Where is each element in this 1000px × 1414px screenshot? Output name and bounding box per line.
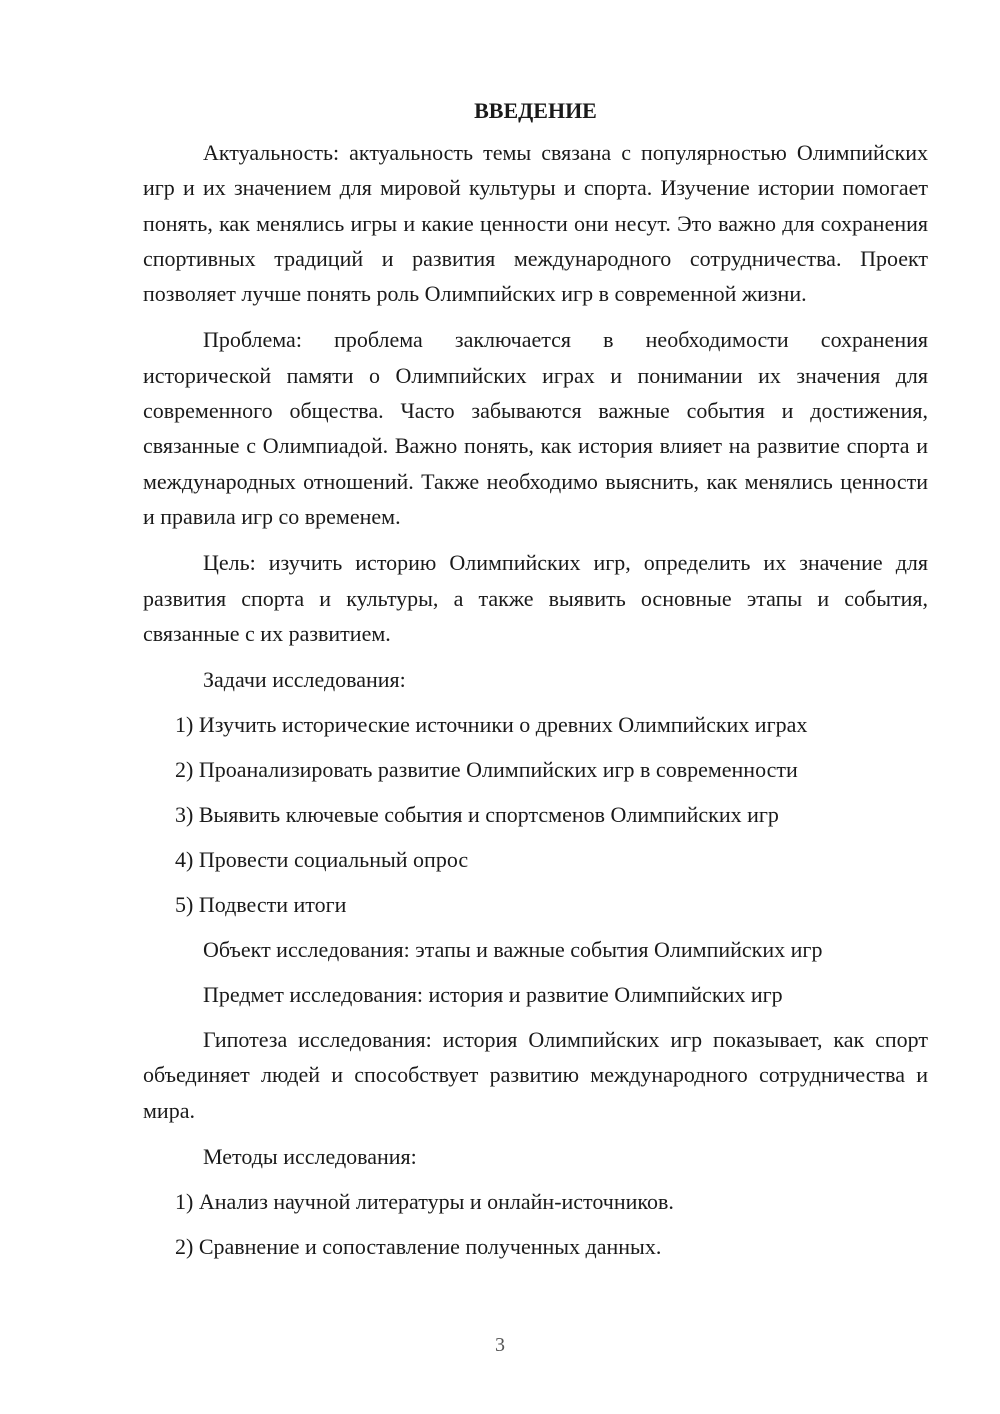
task-item: 3) Выявить ключевые события и спортсменов Олимпийских игр — [175, 802, 779, 828]
relevance-paragraph: Актуальность: актуальность темы связана с популярностью Олимпийских игр и их значением для мировой культуры и спорта. Изучение истории помогает понять, как менялись игры и какие ценности они несут. Это важно для сохранения спортивных традиций и развития международного сотрудничества. Проект позволяет лучше понять роль Олимпийских игр в современной жизни. — [143, 140, 928, 307]
research-object: Объект исследования: этапы и важные события Олимпийских игр — [203, 937, 823, 963]
task-item: 4) Провести социальный опрос — [175, 847, 469, 873]
task-item: 5) Подвести итоги — [175, 892, 347, 918]
methods-heading: Методы исследования: — [203, 1144, 417, 1170]
section-title: ВВЕДЕНИЕ — [474, 98, 597, 123]
problem-paragraph: Проблема: проблема заключается в необходимости сохранения исторической памяти о Олимпийских играх и понимании их значения для современного общества. Часто забываются важные события и достижения, связанные с Олимпиадой. Важно понять, как история влияет на развитие спорта и международных отношений. Также необходимо выяснить, как менялись ценности и правила игр со временем. — [143, 327, 928, 529]
tasks-heading: Задачи исследования: — [203, 667, 406, 693]
research-subject: Предмет исследования: история и развитие Олимпийских игр — [203, 982, 783, 1008]
goal-paragraph: Цель: изучить историю Олимпийских игр, определить их значение для развития спорта и культуры, а также выявить основные этапы и события, связанные с их развитием. — [143, 550, 928, 646]
task-item: 1) Изучить исторические источники о древних Олимпийских играх — [175, 712, 808, 738]
page-content — [143, 94, 928, 1274]
method-item: 1) Анализ научной литературы и онлайн-источников. — [175, 1189, 674, 1215]
method-item: 2) Сравнение и сопоставление полученных данных. — [175, 1234, 662, 1260]
hypothesis-paragraph: Гипотеза исследования: история Олимпийских игр показывает, как спорт объединяет людей и способствует развитию международного сотрудничества и мира. — [143, 1027, 928, 1123]
task-item: 2) Проанализировать развитие Олимпийских игр в современности — [175, 757, 798, 783]
page-number: 3 — [495, 1334, 505, 1356]
